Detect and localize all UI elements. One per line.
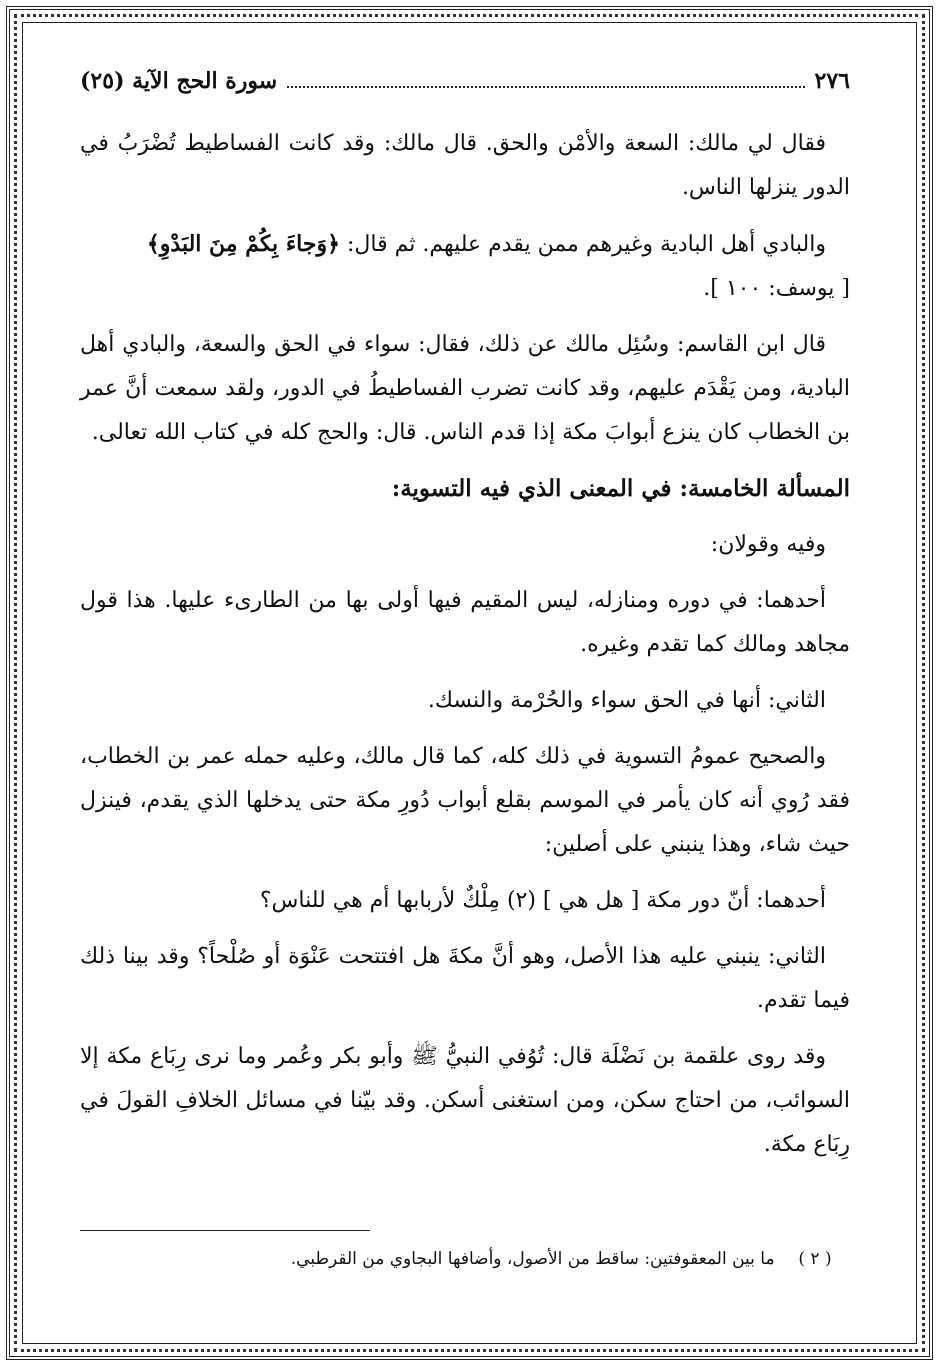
running-title: سورة الحج الآية (٢٥) <box>80 68 278 94</box>
section-heading: المسألة الخامسة: في المعنى الذي فيه التسوية: <box>391 475 850 502</box>
paragraph-5: أحدهما: في دوره ومنازله، ليس المقيم فيها أولى بها من الطارىء عليها. هذا قول مجاهد ومالك كما تقدم وغيره. <box>80 588 850 657</box>
footnote-number: ( ٢ ) <box>798 1249 832 1269</box>
paragraph-3: قال ابن القاسم: وسُئِل مالك عن ذلك، فقال: سواء في الحق والسعة، والبادي أهل البادية، ومن يَقْدَم عليهم، وقد كانت تضرب الفساطيطُ في الدور، ولقد سمعت أنَّ عمر بن الخطاب كان ينزع أبوابَ مكة إذا قدم الناس. قال: والحج كله في كتاب الله تعالى. <box>80 332 850 445</box>
page-header <box>80 68 850 108</box>
paragraph-9: الثاني: ينبني عليه هذا الأصل، وهو أنَّ مكةَ هل افتتحت عَنْوَة أو صُلْحاً؟ وقد بينا ذلك فيما تقدم. <box>80 944 850 1013</box>
paragraph-7: والصحيح عمومُ التسوية في ذلك كله، كما قال مالك، وعليه حمله عمر بن الخطاب، فقد رُوي أنه كان يأمر في الموسم بقلع أبواب دُورِ مكة حتى يدخلها الذي يقدم، فينزل حيث شاء، وهذا ينبني على أصلين: <box>80 744 850 857</box>
paragraph-4: وفيه وقولان: <box>710 532 826 557</box>
header-leader-dots <box>287 85 804 88</box>
paragraph-6: الثاني: أنها في الحق سواء والحُرْمة والنسك. <box>427 688 826 713</box>
footnote-separator <box>80 1230 370 1231</box>
paragraph-2-text: والبادي أهل البادية وغيرهم ممن يقدم عليهم. ثم قال: <box>346 232 826 257</box>
quran-quote: ﴿وَجاءَ بِكُمْ مِنَ البَدْوِ﴾ <box>146 231 340 257</box>
book-page <box>80 68 850 1308</box>
paragraph-10: وقد روى علقمة بن نَضْلَة قال: تُوُفي النبيُّ ﷺ وأبو بكر وعُمر وما نرى رِبَاع مكة إلا السوائب، من احتاج سكن، ومن استغنى أسكن. وقد بيّنا في مسائل الخلافِ القولَ في رِبَاع مكة. <box>80 1044 850 1157</box>
paragraph-8: أحدهما: أنّ دور مكة [ هل هي ] (٢) مِلْكٌ لأربابها أم هي للناس؟ <box>259 888 826 913</box>
quran-reference: [ يوسف: ١٠٠ ]. <box>703 276 850 301</box>
footnote-text: ما بين المعقوفتين: ساقط من الأصول، وأضافها البجاوي من القرطبي. <box>290 1249 775 1269</box>
paragraph-1: فقال لي مالك: السعة والأمْن والحق. قال مالك: وقد كانت الفساطيط تُضْرَبُ في الدور ينزلها الناس. <box>80 131 850 200</box>
page-number: ٢٧٦ <box>814 68 850 94</box>
footnote <box>80 1244 850 1274</box>
paragraph-2 <box>80 222 850 311</box>
